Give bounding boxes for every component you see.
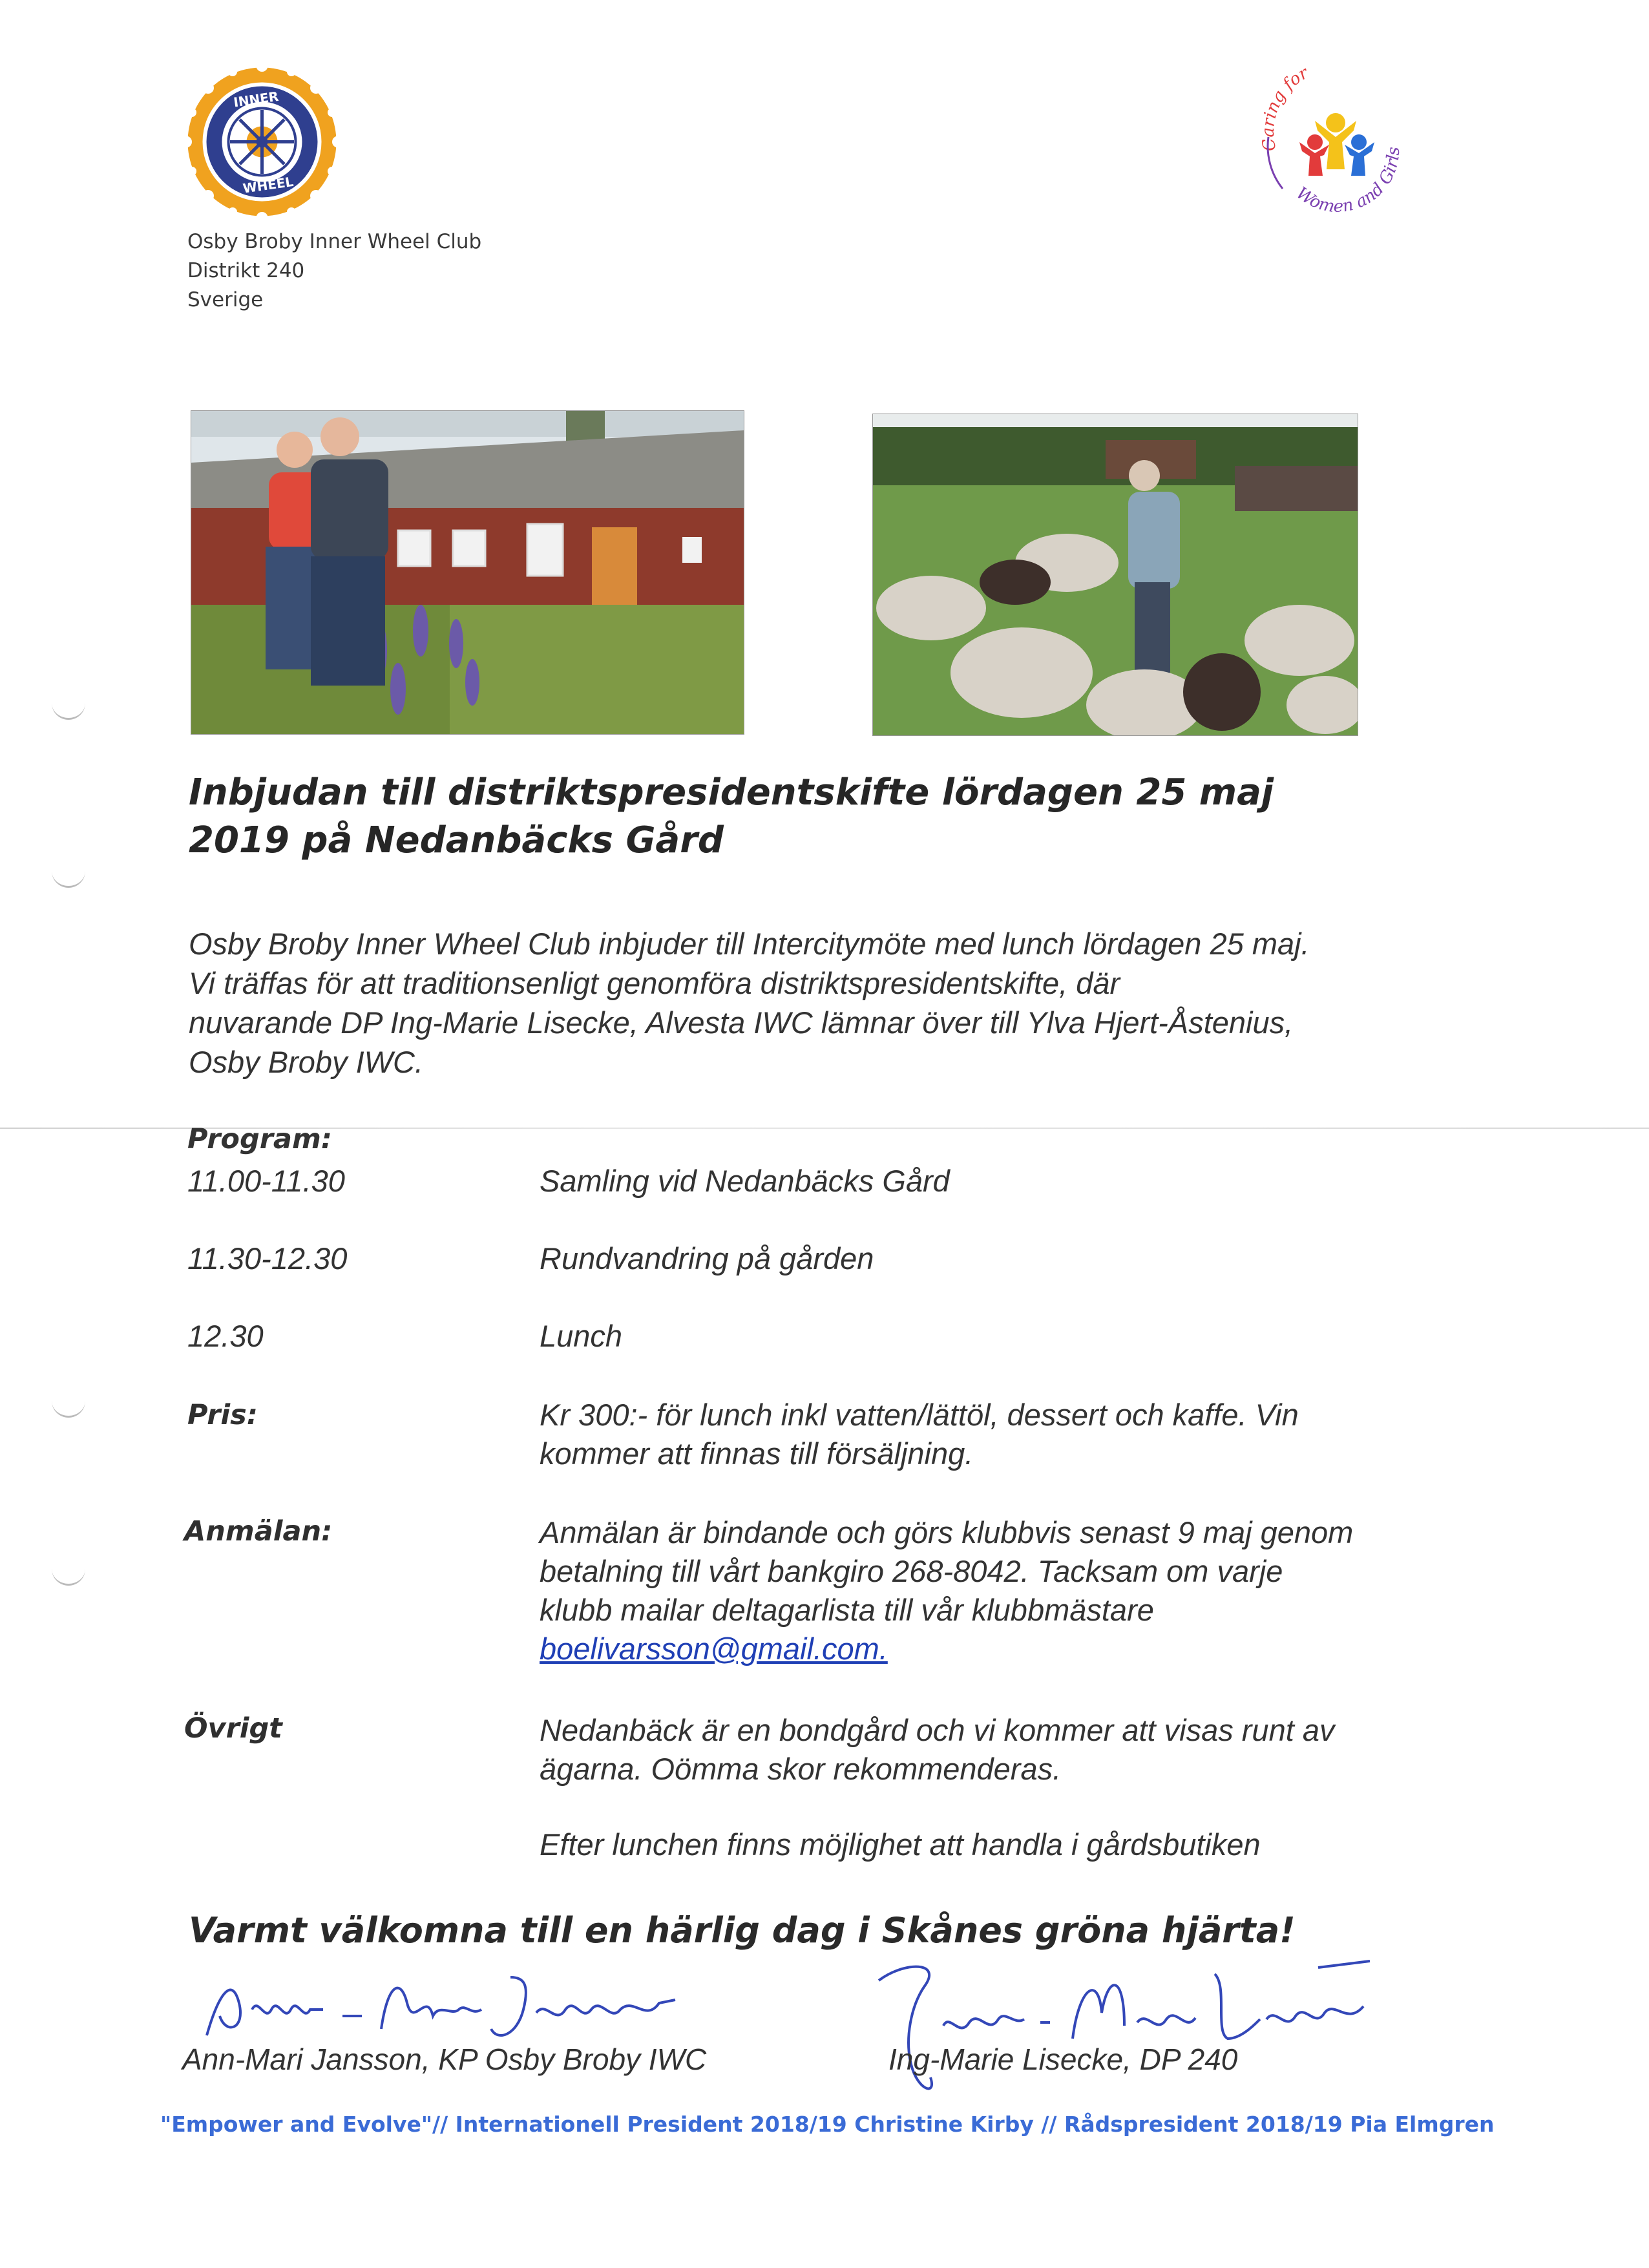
inner-wheel-logo (180, 59, 344, 224)
ovrigt-text (540, 1711, 1444, 1789)
pris-text (540, 1396, 1444, 1473)
club-district: Distrikt 240 (187, 259, 305, 282)
program-item-text: Rundvandring på gården (540, 1241, 874, 1276)
title-line: Inbjudan till distriktspresidentskifte lördagen 25 maj (189, 772, 1274, 814)
pris-line: kommer att finnas till försäljning. (540, 1436, 974, 1471)
program-time: 11.30-12.30 (187, 1241, 348, 1276)
pris-label: Pris: (187, 1399, 258, 1431)
title-line: 2019 på Nedanbäcks Gård (189, 819, 724, 861)
caring-for-women-and-girls-logo (1257, 59, 1415, 221)
program-heading: Program: (187, 1123, 332, 1155)
club-name: Osby Broby Inner Wheel Club (187, 230, 482, 253)
program-time: 11.00-11.30 (187, 1164, 345, 1198)
signature-right (866, 1948, 1383, 2103)
ovrigt-extra-line: Efter lunchen finns möjlighet att handla i gårdsbutiken (540, 1827, 1261, 1862)
punch-mark (52, 1567, 85, 1586)
svg-text:INNER: INNER (232, 88, 280, 110)
program-time: 12.30 (187, 1319, 264, 1353)
anmalan-line: Anmälan är bindande och görs klubbvis senast 9 maj genom (540, 1515, 1354, 1549)
ovrigt-line: ägarna. Oömma skor rekommenderas. (540, 1752, 1062, 1786)
punch-mark (52, 1399, 85, 1418)
intro-paragraph (189, 924, 1481, 1082)
intro-line: Vi träffas för att traditionsenligt genomföra distriktspresidentskifte, där (189, 966, 1120, 1000)
program-item-text: Samling vid Nedanbäcks Gård (540, 1164, 950, 1198)
footer-motto: "Empower and Evolve"// Internationell President 2018/19 Christine Kirby // Rådspresident 2018/19 Pia Elmgren (160, 2112, 1495, 2137)
email-link[interactable]: boelivarsson@gmail.com. (540, 1632, 888, 1666)
anmalan-label: Anmälan: (184, 1515, 333, 1548)
intro-line: Osby Broby Inner Wheel Club inbjuder till Intercitymöte med lunch lördagen 25 maj. (189, 927, 1310, 961)
anmalan-text (540, 1513, 1444, 1668)
svg-text:Women and Girls: Women and Girls (1292, 146, 1404, 217)
invitation-title (189, 769, 1416, 865)
ovrigt-line: Nedanbäck är en bondgård och vi kommer att visas runt av (540, 1713, 1335, 1747)
punch-mark (52, 701, 85, 720)
welcome-line: Varmt välkomna till en härlig dag i Skånes gröna hjärta! (189, 1910, 1296, 1951)
club-country: Sverige (187, 288, 264, 311)
svg-text:WHEEL: WHEEL (242, 173, 295, 196)
club-info (187, 227, 481, 315)
signature-left-name: Ann-Mari Jansson, KP Osby Broby IWC (182, 2042, 707, 2076)
intro-line: Osby Broby IWC. (189, 1045, 424, 1079)
signature-right-name: Ing-Marie Lisecke, DP 240 (888, 2042, 1238, 2076)
intro-line: nuvarande DP Ing-Marie Lisecke, Alvesta IWC lämnar över till Ylva Hjert-Åstenius, (189, 1005, 1294, 1040)
sheep-pasture-photo (872, 414, 1358, 736)
anmalan-line: betalning till vårt bankgiro 268-8042. Tacksam om varje (540, 1554, 1283, 1588)
punch-mark (52, 869, 85, 888)
signature-left (194, 1964, 685, 2048)
svg-text:Caring for: Caring for (1259, 63, 1312, 153)
farmhouse-couple-photo (191, 410, 744, 735)
anmalan-line: klubb mailar deltagarlista till vår klubbmästare (540, 1593, 1154, 1627)
program-item-text: Lunch (540, 1319, 623, 1353)
pris-line: Kr 300:- för lunch inkl vatten/lättöl, dessert och kaffe. Vin (540, 1398, 1299, 1432)
ovrigt-label: Övrigt (184, 1712, 282, 1745)
